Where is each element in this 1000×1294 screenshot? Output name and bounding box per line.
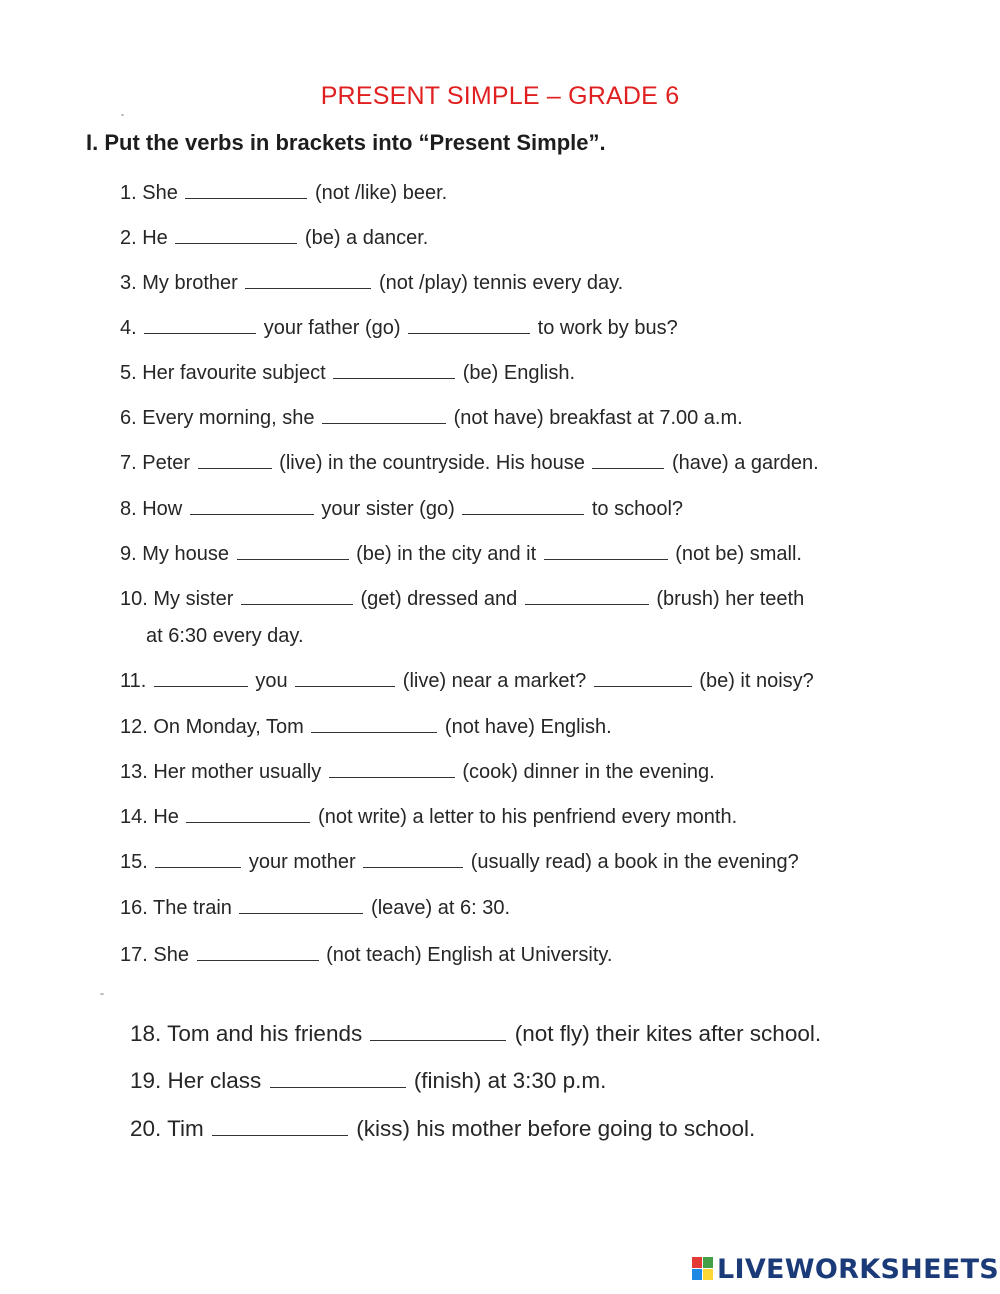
item-text: you — [249, 670, 294, 692]
item-text: (be) English. — [457, 362, 576, 384]
item-text: 4. — [120, 317, 143, 339]
item-text: 15. — [120, 851, 154, 873]
answer-blank[interactable] — [190, 496, 314, 515]
answer-blank[interactable] — [185, 180, 307, 199]
answer-blank[interactable] — [592, 450, 664, 469]
scan-speck — [121, 114, 124, 116]
item-text: 20. Tim — [130, 1116, 211, 1141]
answer-blank[interactable] — [198, 450, 272, 469]
item-text: (leave) at 6: 30. — [365, 897, 511, 919]
item-text: (not be) small. — [669, 543, 802, 565]
item-text: (not have) breakfast at 7.00 a.m. — [448, 407, 743, 429]
item-text: (cook) dinner in the evening. — [456, 761, 715, 783]
item-text: (be) it noisy? — [693, 670, 814, 692]
exercise-item — [120, 714, 612, 739]
item-text: 3. My brother — [120, 272, 244, 294]
liveworksheets-logo — [692, 1254, 999, 1284]
exercise-item — [120, 942, 613, 967]
exercise-item — [120, 315, 678, 340]
item-text: (finish) at 3:30 p.m. — [407, 1068, 607, 1093]
item-text: (not teach) English at University. — [320, 944, 613, 966]
item-text: 17. She — [120, 944, 195, 966]
item-text: (live) in the countryside. His house — [273, 452, 591, 474]
exercise-item — [130, 1021, 821, 1047]
logo-square-red — [692, 1257, 702, 1268]
item-text: 16. The train — [120, 897, 238, 919]
answer-blank[interactable] — [270, 1069, 406, 1088]
item-text: 8. How — [120, 498, 188, 520]
answer-blank[interactable] — [245, 270, 371, 289]
item-text: (not have) English. — [439, 716, 612, 738]
item-text: 9. My house — [120, 543, 235, 565]
answer-blank[interactable] — [186, 804, 310, 823]
item-text: (live) near a market? — [397, 670, 592, 692]
item-text: 11. — [120, 670, 152, 692]
answer-blank[interactable] — [144, 315, 256, 334]
answer-blank[interactable] — [594, 668, 692, 687]
exercise-item — [120, 849, 799, 874]
item-text: your mother — [243, 851, 362, 873]
item-text: your father (go) — [258, 317, 407, 339]
answer-blank[interactable] — [333, 360, 455, 379]
exercise-item — [120, 759, 715, 784]
item-text: 10. My sister — [120, 588, 239, 610]
answer-blank[interactable] — [370, 1022, 506, 1041]
item-text: (usually read) a book in the evening? — [465, 851, 799, 873]
exercise-item — [120, 895, 510, 920]
item-text: 14. He — [120, 806, 185, 828]
item-continuation: at 6:30 every day. — [146, 625, 304, 647]
exercise-item — [120, 804, 737, 829]
answer-blank[interactable] — [239, 895, 363, 914]
answer-blank[interactable] — [155, 849, 241, 868]
answer-blank[interactable] — [363, 849, 463, 868]
answer-blank[interactable] — [175, 225, 297, 244]
answer-blank[interactable] — [525, 586, 649, 605]
item-text: (not write) a letter to his penfriend every month. — [312, 806, 738, 828]
item-text: your sister (go) — [315, 498, 461, 520]
item-text: 1. She — [120, 182, 184, 204]
logo-square-blue — [692, 1269, 702, 1280]
logo-square-green — [703, 1257, 713, 1268]
item-text: (be) in the city and it — [350, 543, 542, 565]
exercise-item — [120, 496, 683, 521]
liveworksheets-logo-icon — [692, 1257, 714, 1281]
exercise-item — [120, 270, 623, 295]
item-text: to school? — [586, 498, 684, 520]
answer-blank[interactable] — [154, 668, 248, 687]
exercise-item — [120, 405, 743, 430]
item-text: (not /like) beer. — [309, 182, 448, 204]
exercise-heading: I. Put the verbs in brackets into “Present Simple”. — [86, 130, 606, 155]
exercise-item — [130, 1068, 606, 1094]
exercise-item — [120, 180, 447, 205]
item-text: (not fly) their kites after school. — [508, 1021, 822, 1046]
item-text: (be) a dancer. — [299, 227, 429, 249]
answer-blank[interactable] — [544, 541, 668, 560]
answer-blank[interactable] — [329, 759, 455, 778]
item-text: (not /play) tennis every day. — [373, 272, 624, 294]
exercise-item — [120, 541, 802, 566]
item-text: 12. On Monday, Tom — [120, 716, 310, 738]
item-text: 2. He — [120, 227, 174, 249]
item-text: 19. Her class — [130, 1068, 268, 1093]
item-text: (have) a garden. — [666, 452, 819, 474]
item-text: 7. Peter — [120, 452, 196, 474]
answer-blank[interactable] — [322, 405, 446, 424]
item-text: 5. Her favourite subject — [120, 362, 332, 384]
answer-blank[interactable] — [311, 714, 437, 733]
exercise-item — [130, 1116, 755, 1142]
logo-square-yellow — [703, 1269, 713, 1280]
item-text: (brush) her teeth — [650, 588, 805, 610]
answer-blank[interactable] — [408, 315, 530, 334]
exercise-item — [120, 225, 428, 250]
exercise-item — [120, 360, 575, 385]
answer-blank[interactable] — [295, 668, 395, 687]
item-text: 18. Tom and his friends — [130, 1021, 369, 1046]
exercise-item — [120, 586, 804, 611]
logo-text: LIVEWORKSHEETS — [717, 1253, 1000, 1285]
item-text: to work by bus? — [532, 317, 678, 339]
answer-blank[interactable] — [237, 541, 349, 560]
scan-speck — [100, 993, 104, 995]
answer-blank[interactable] — [212, 1117, 348, 1136]
answer-blank[interactable] — [197, 942, 319, 961]
exercise-item — [120, 450, 819, 475]
item-text: (kiss) his mother before going to school. — [350, 1116, 756, 1141]
answer-blank[interactable] — [241, 586, 353, 605]
item-text: (get) dressed and — [354, 588, 523, 610]
item-text: 6. Every morning, she — [120, 407, 321, 429]
page-title: PRESENT SIMPLE – GRADE 6 — [320, 82, 680, 110]
answer-blank[interactable] — [462, 496, 584, 515]
exercise-item — [120, 668, 814, 693]
item-text: 13. Her mother usually — [120, 761, 327, 783]
